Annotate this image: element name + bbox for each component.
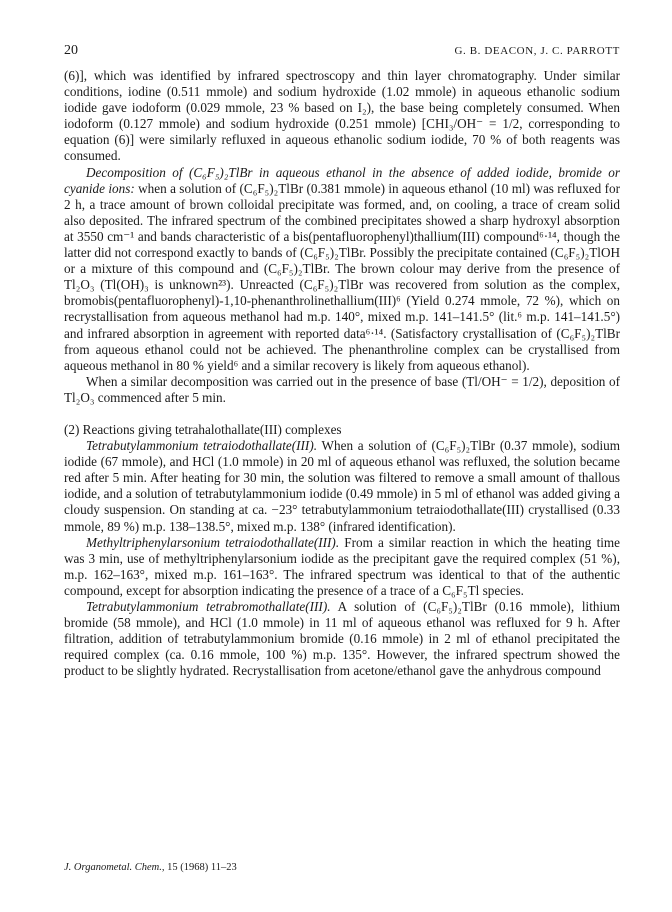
section-spacer bbox=[64, 406, 620, 422]
paragraph-base-decomposition: When a similar decomposition was carried out in the presence of base (Tl/OH⁻ = 1/2), deposition of Tl₂O₃ commenced after 5 min. bbox=[64, 373, 620, 405]
paragraph-arsonium bbox=[64, 535, 620, 599]
paragraph-run-in-heading: Decomposition of (C₆F₅)₂TlBr in aqueous ethanol in the absence of added iodide, bromide or cyanide ions: bbox=[64, 164, 620, 196]
article-body bbox=[64, 68, 620, 679]
running-header bbox=[64, 43, 620, 63]
journal-citation: 15 (1968) 11–23 bbox=[164, 862, 237, 873]
paragraph-run-in-heading: Tetrabutylammonium tetrabromothallate(III). bbox=[86, 599, 331, 614]
paragraph-text: From a similar reaction in which the heating time was 3 min, use of methyltriphenylarsonium iodide as the precipitant gave the required complex (51 %), m.p. 162–163°, mixed m.p. 161–163°. The infrared spectrum was identical to that of the authentic compound, except for absorption indicating the presence of a trace of a C₆F₅Tl species. bbox=[64, 534, 621, 598]
section-heading: (2) Reactions giving tetrahalothallate(III) complexes bbox=[64, 421, 342, 437]
paragraph-iodoform: (6)], which was identified by infrared spectroscopy and thin layer chromatography. Under similar conditions, iodine (0.511 mmole) and sodium hydroxide (1.02 mmole) in aqueous ethanolic sodium iodide gave iodoform (0.029 mmole, 23 % based on I₂), the base being completely consumed. When iodoform (0.127 mmole) and sodium hydroxide (0.251 mmole) [CHI₃/OH⁻ = 1/2, corresponding to equation (6)] were similarly refluxed in aqueous ethanolic sodium iodide, 70 % of both reagents was consumed. bbox=[64, 68, 620, 164]
paragraph-run-in-heading: Tetrabutylammonium tetraiodothallate(III). bbox=[86, 438, 318, 454]
page-number: 20 bbox=[64, 43, 78, 58]
paragraph-run-in-heading: Methyltriphenylarsonium tetraiodothallate(III). bbox=[86, 534, 340, 550]
paragraph-tetraiodothallate bbox=[64, 438, 620, 535]
journal-name: J. Organometal. Chem., bbox=[64, 862, 165, 873]
paragraph-tetrabromothallate bbox=[64, 599, 620, 679]
paragraph-text: when a solution of (C₆F₅)₂TlBr (0.381 mmole) in aqueous ethanol (10 ml) was refluxed for 2 h, a trace amount of brown colloidal precipitate was formed, and, on cooling, a trace of cream solid also deposited. The infrared spectrum of the combined precipitates showed a sharp hydroxyl absorption at 3550 cm⁻¹ and bands characteristic of a bis(pentafluorophenyl)thallium(III) compound⁶·¹⁴, though the latter did not correspond exactly to bands of (C₆F₅)₂TlBr. Possibly the precipitate contained (C₆F₅)₂TlOH or a mixture of this compound and (C₆F₅)₂TlBr. The brown colour may derive from the presence of Tl₂O₃ (Tl(OH)₃ is unknown²³). Unreacted (C₆F₅)₂TlBr was recovered from solution as the complex, bromobis(pentafluorophenyl)-1,10-phenanthrolinethallium(III)⁶ (Yield 0.274 mmole, 72 %), which on recrystallisation from aqueous methanol had m.p. 140°, mixed m.p. 141–141.5° (lit.⁶ m.p. 141–141.5°) and infrared absorption in agreement with reported data⁶·¹⁴. (Satisfactory crystallisation of (C₆F₅)₂TlBr from aqueous ethanol could not be achieved. The phenanthroline complex can be crystallised from aqueous methanol in 80 % yield⁶ and a similar recovery is likely from aqueous ethanol). bbox=[64, 180, 620, 373]
running-authors: G. B. DEACON, J. C. PARROTT bbox=[454, 45, 620, 57]
journal-footer bbox=[64, 862, 237, 873]
paragraph-text: When a solution of (C₆F₅)₂TlBr (0.37 mmole), sodium iodide (67 mmole), and HCl (1.0 mmole) in 20 ml of aqueous ethanol was refluxed, the solution became red after 5 min. After heating for 30 min, the solution was filtered to remove a small amount of thallous iodide, and a solution of tetrabutylammonium iodide (0.49 mmole) in 5 ml of ethanol was added giving a cloudy suspension. On standing at ca. −23° tetrabutylammonium tetraiodothallate(III) crystallised (0.33 mmole, 89 %) m.p. 138–138.5°, mixed m.p. 138° (infrared identification). bbox=[64, 438, 620, 534]
paragraph-decomposition bbox=[64, 165, 620, 374]
paragraph-text: A solution of (C₆F₅)₂TlBr (0.16 mmole), lithium bromide (58 mmole), and HCl (1.0 mmole) in 11 ml of aqueous ethanol was refluxed for 9 h. After filtration, addition of tetrabutylammonium bromide (0.16 mmole) in 2 ml of ethanol precipitated the required complex (ca. 0.16 mmole, 100 %) m.p. 135°. However, the infrared spectrum showed the product to be slightly hydrated. Recrystallisation from acetone/ethanol gave the anhydrous compound bbox=[64, 599, 620, 679]
